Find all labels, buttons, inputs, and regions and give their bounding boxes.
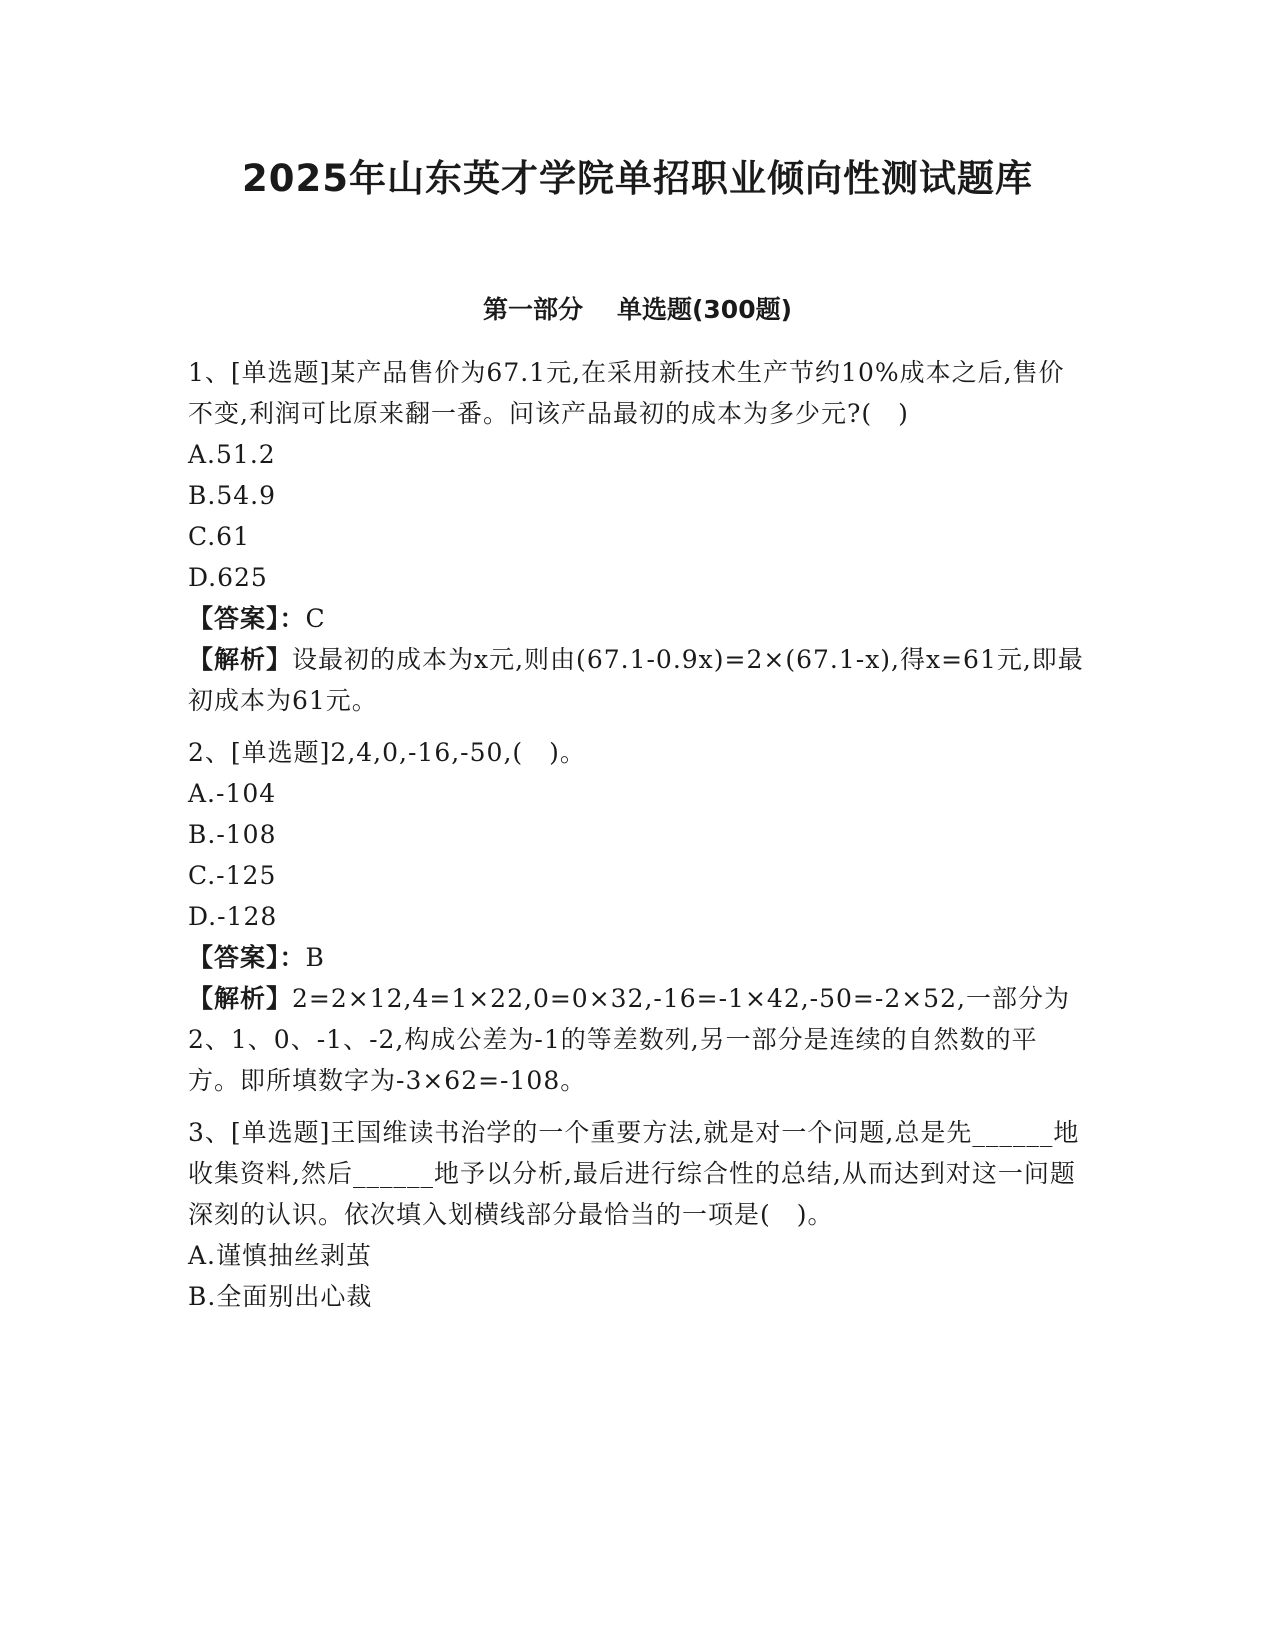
question-type-tag: [单选题] [230, 358, 331, 387]
question-number: 2、 [188, 738, 231, 767]
question-text: 王国维读书治学的一个重要方法,就是对一个问题,总是先______地收集资料,然后______地予以分析,最后进行综合性的总结,从而达到对这一问题深刻的认识。依次填入划横线部分最恰当的一项是( )。 [188, 1118, 1080, 1229]
question-number: 3、 [188, 1118, 231, 1147]
analysis-label: 【解析】 [188, 984, 293, 1013]
answer-separator: ： [279, 943, 306, 972]
question-text: 某产品售价为67.1元,在采用新技术生产节约10%成本之后,售价不变,利润可比原来翻一番。问该产品最初的成本为多少元?( ) [188, 358, 1065, 428]
question-type-tag: [单选题] [230, 738, 331, 767]
answer-line [188, 937, 1088, 978]
option-a: A.谨慎抽丝剥茧 [188, 1241, 373, 1270]
question-type-tag: [单选题] [230, 1118, 331, 1147]
answer-label: 【答案】 [188, 604, 280, 633]
option-b: B.全面别出心裁 [188, 1282, 373, 1311]
question-text: 2,4,0,-16,-50,( )。 [330, 738, 586, 767]
analysis-label: 【解析】 [188, 645, 293, 674]
document-title: 2025年山东英才学院单招职业倾向性测试题库 [242, 157, 1033, 200]
option-d: D.625 [188, 563, 268, 592]
section-name: 单选题(300题) [616, 295, 793, 324]
option-a: A.51.2 [188, 440, 276, 469]
question-stem [188, 732, 1088, 773]
analysis-line [188, 639, 1088, 721]
section-part: 第一部分 [482, 295, 583, 324]
answer-separator: ： [279, 604, 306, 633]
question-2 [188, 732, 1088, 1101]
question-stem [188, 1112, 1088, 1235]
option-b: B.-108 [188, 820, 277, 849]
analysis-text: 设最初的成本为x元,则由(67.1-0.9x)=2×(67.1-x),得x=61元,即最初成本为61元。 [188, 645, 1084, 715]
analysis-text: 2=2×12,4=1×22,0=0×32,-16=-1×42,-50=-2×52,一部分为2、1、0、-1、-2,构成公差为-1的等差数列,另一部分是连续的自然数的平方。即所填数字为-3×62=-108。 [188, 984, 1070, 1095]
question-number: 1、 [188, 358, 231, 387]
question-3 [188, 1112, 1088, 1317]
answer-line [188, 598, 1088, 639]
question-stem [188, 352, 1088, 434]
answer-value: B [305, 943, 325, 972]
analysis-line [188, 978, 1088, 1101]
question-1 [188, 352, 1088, 721]
option-d: D.-128 [188, 902, 278, 931]
answer-value: C [305, 604, 326, 633]
question-list [188, 352, 1088, 1328]
option-c: C.-125 [188, 861, 277, 890]
option-a: A.-104 [188, 779, 277, 808]
option-c: C.61 [188, 522, 250, 551]
answer-label: 【答案】 [188, 943, 280, 972]
option-b: B.54.9 [188, 481, 276, 510]
section-heading [0, 290, 1275, 326]
